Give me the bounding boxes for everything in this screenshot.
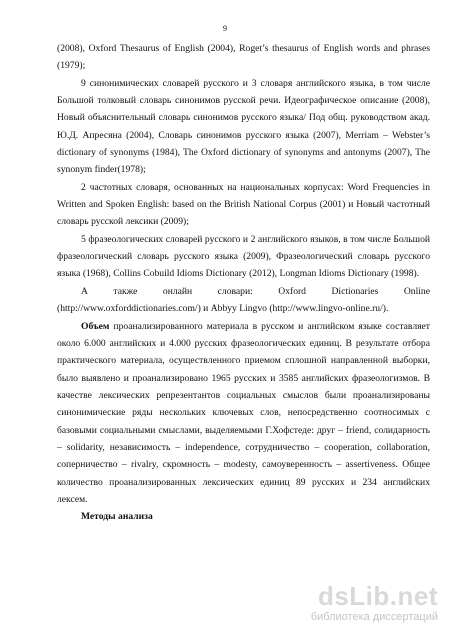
section-heading-methods: Методы анализа bbox=[81, 511, 153, 523]
paragraph-3: 2 частотных словаря, основанных на национальных корпусах: Word Frequencies in Written and Spoken English: based on the British National Corpus (2001) и Новый частотный словарь русской лексики (2009); bbox=[57, 181, 430, 228]
document-body bbox=[57, 40, 430, 526]
watermark-logo: dsLib.net bbox=[317, 581, 438, 611]
paragraph-6 bbox=[57, 318, 430, 509]
page-number: 9 bbox=[223, 24, 227, 33]
paragraph-1: (2008), Oxford Thesaurus of English (2004), Roget’s thesaurus of English words and phrases (1979); bbox=[57, 43, 430, 72]
paragraph-6-text: проанализированного материала в русском и английском языке составляет около 6.000 английских и 4.000 русских фразеологических единиц. В результате отбора практического материала, осуществленного приемом сплошной направленной выборки, было выявлено и проанализировано 1965 русских и 3585 английских фразеологизмов. В качестве лексических репрезентантов социальных смыслов были проанализированы синонимические ряды нескольких ключевых слов, непосредственно соотносимых с базовыми социальными смыслами, выделяемыми Г.Хофстеде: друг – friend, солидарность – solidarity, независимость – independence, сотрудничество – cooperation, collaboration, соперничество – rivalry, скромность – modesty, самоуверенность – assertiveness. Общее количество проанализированных лексических единиц 89 русских и 234 английских лексем. bbox=[57, 320, 430, 505]
paragraph-2: 9 синонимических словарей русского и 3 словаря английского языка, в том числе Большой толковый словарь синонимов русской речи. Идеографическое описание (2008), Новый объяснительный словарь синонимов русского языка/ Под общ. руководством акад. Ю.Д. Апресяна (2004), Словарь синонимов русского языка (2007), Merriam – Webster’s dictionary of synonyms (1984), The Oxford dictionary of synonyms and antonyms (2007), The synonym finder(1978); bbox=[57, 77, 430, 176]
paragraph-6-lead: Объем bbox=[81, 320, 110, 332]
watermark-tagline: библиотека диссертаций bbox=[310, 611, 438, 623]
paragraph-4: 5 фразеологических словарей русского и 2 английского языков, в том числе Большой фразеологический словарь русского языка (2009), Фразеологический словарь русского языка (1968), Collins Cobuild Idioms Dictionary (2012), Longman Idioms Dictionary (1998). bbox=[57, 233, 430, 280]
watermark bbox=[288, 581, 438, 629]
paragraph-5: А также онлайн словари: Oxford Dictionaries Online (http://www.oxforddictionaries.com/) и Abbyy Lingvo (http://www.lingvo-online.ru/). bbox=[57, 285, 430, 315]
